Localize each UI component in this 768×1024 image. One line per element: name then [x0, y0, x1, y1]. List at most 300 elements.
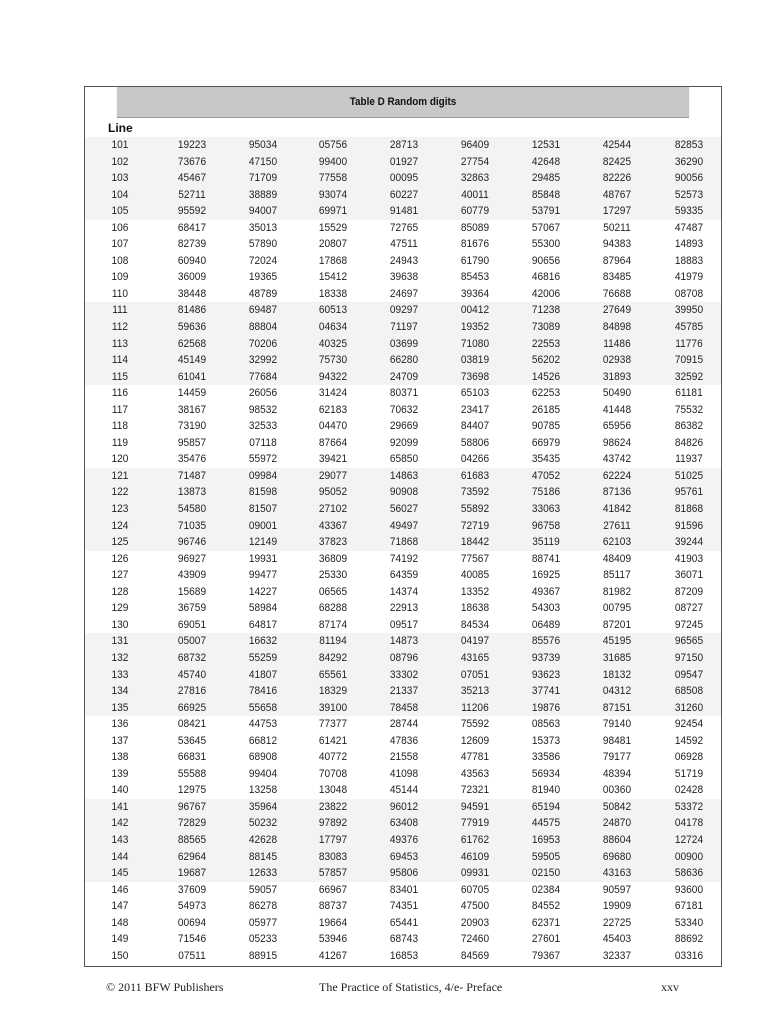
- digit-group: 81486: [177, 304, 207, 317]
- line-number: 145: [111, 867, 129, 880]
- line-number: 118: [111, 420, 129, 433]
- digit-group: 84898: [602, 321, 632, 334]
- digit-group: 04266: [460, 453, 490, 466]
- digit-group: 19909: [602, 900, 632, 913]
- digit-group: 45785: [674, 321, 704, 334]
- digit-group: 75592: [460, 718, 490, 731]
- digit-group: 13873: [177, 486, 207, 499]
- digit-group: 05007: [177, 635, 207, 648]
- digit-group: 39364: [460, 287, 490, 300]
- digit-group: 62964: [177, 850, 207, 863]
- line-number: 131: [111, 635, 129, 648]
- digit-group: 71546: [177, 933, 207, 946]
- digit-group: 66967: [318, 883, 348, 896]
- digit-group: 60940: [177, 254, 207, 267]
- table-row: [85, 534, 721, 551]
- line-number: 126: [111, 552, 129, 565]
- digit-group: 81940: [531, 784, 561, 797]
- line-number: 104: [111, 188, 129, 201]
- digit-group: 86382: [674, 420, 704, 433]
- digit-group: 45149: [177, 354, 207, 367]
- digit-group: 74351: [389, 900, 419, 913]
- line-number: 146: [111, 883, 129, 896]
- digit-group: 35213: [460, 685, 490, 698]
- digit-group: 84826: [674, 436, 704, 449]
- table-row: [85, 187, 721, 204]
- digit-group: 68743: [389, 933, 419, 946]
- digit-group: 62224: [602, 469, 632, 482]
- digit-group: 50842: [602, 800, 632, 813]
- digit-group: 55300: [531, 238, 561, 251]
- digit-group: 42544: [602, 139, 632, 151]
- digit-group: 41842: [602, 503, 632, 516]
- digit-group: 61762: [460, 833, 490, 846]
- digit-group: 40011: [461, 188, 489, 201]
- digit-group: 61790: [460, 254, 490, 267]
- digit-group: 14227: [248, 585, 278, 598]
- table-row: [85, 832, 721, 849]
- digit-group: 31685: [602, 651, 632, 664]
- random-digits-table: [84, 86, 722, 967]
- line-number: 109: [111, 271, 129, 284]
- table-row: [85, 203, 721, 220]
- digit-group: 85453: [460, 271, 490, 284]
- digit-group: 08421: [177, 718, 207, 731]
- digit-group: 93600: [674, 883, 704, 896]
- digit-group: 62183: [318, 403, 348, 416]
- digit-group: 98624: [602, 436, 632, 449]
- digit-group: 07118: [249, 436, 277, 449]
- digit-group: 00900: [674, 850, 704, 863]
- digit-group: 72765: [389, 221, 419, 234]
- digit-group: 55892: [460, 503, 490, 516]
- digit-group: 58636: [674, 867, 704, 880]
- digit-group: 87151: [602, 701, 632, 714]
- digit-group: 42006: [531, 287, 561, 300]
- digit-group: 13352: [460, 585, 490, 598]
- digit-group: 14526: [531, 370, 561, 383]
- digit-group: 95052: [318, 486, 348, 499]
- digit-group: 42628: [248, 833, 278, 846]
- digit-group: 70708: [318, 767, 348, 780]
- digit-group: 65956: [602, 420, 632, 433]
- digit-group: 08708: [674, 287, 704, 300]
- digit-group: 00412: [460, 304, 490, 317]
- digit-group: 79367: [531, 949, 561, 962]
- table-row: [85, 667, 721, 684]
- digit-group: 11486: [603, 337, 631, 350]
- digit-group: 53946: [318, 933, 348, 946]
- digit-group: 83083: [318, 850, 348, 863]
- digit-group: 71487: [177, 469, 207, 482]
- digit-group: 70632: [389, 403, 419, 416]
- digit-group: 72719: [460, 519, 490, 532]
- digit-group: 27102: [318, 503, 348, 516]
- digit-group: 24709: [389, 370, 419, 383]
- digit-group: 11776: [675, 337, 703, 350]
- digit-group: 43165: [460, 651, 490, 664]
- digit-group: 48767: [602, 188, 632, 201]
- digit-group: 77558: [318, 172, 348, 185]
- line-number: 128: [111, 585, 129, 598]
- line-number: 106: [111, 221, 129, 234]
- line-number: 101: [111, 139, 129, 151]
- digit-group: 27754: [460, 155, 490, 168]
- line-number: 143: [111, 833, 129, 846]
- digit-group: 26185: [531, 403, 561, 416]
- digit-group: 71868: [389, 536, 419, 549]
- digit-group: 60227: [389, 188, 419, 201]
- digit-group: 61421: [318, 734, 348, 747]
- table-row: [85, 733, 721, 750]
- digit-group: 82739: [177, 238, 207, 251]
- digit-group: 88737: [318, 900, 348, 913]
- digit-group: 96565: [674, 635, 704, 648]
- digit-group: 43909: [177, 569, 207, 582]
- digit-group: 39950: [674, 304, 704, 317]
- table-row: [85, 402, 721, 419]
- digit-group: 51719: [674, 767, 704, 780]
- digit-group: 31260: [674, 701, 704, 714]
- digit-group: 95761: [674, 486, 704, 499]
- digit-group: 50490: [602, 387, 632, 400]
- table-row: [85, 948, 721, 965]
- digit-group: 68908: [248, 751, 278, 764]
- line-number: 148: [111, 916, 129, 929]
- digit-group: 02384: [531, 883, 561, 896]
- table-row: [85, 369, 721, 386]
- digit-group: 63408: [389, 817, 419, 830]
- table-row: [85, 600, 721, 617]
- digit-group: 87664: [318, 436, 348, 449]
- table-row: [85, 236, 721, 253]
- digit-group: 75186: [531, 486, 561, 499]
- digit-group: 41267: [318, 949, 348, 962]
- digit-group: 75730: [318, 354, 348, 367]
- digit-group: 59057: [248, 883, 278, 896]
- digit-group: 08796: [389, 651, 419, 664]
- line-number: 102: [111, 155, 129, 168]
- table-row: [85, 584, 721, 601]
- line-number: 124: [111, 519, 129, 532]
- digit-group: 88741: [531, 552, 561, 565]
- digit-group: 38448: [177, 287, 207, 300]
- digit-group: 18883: [674, 254, 704, 267]
- digit-group: 54973: [177, 900, 207, 913]
- digit-group: 90597: [602, 883, 632, 896]
- line-number: 132: [111, 651, 129, 664]
- digit-group: 28713: [389, 139, 419, 151]
- digit-group: 12149: [248, 536, 278, 549]
- digit-group: 73698: [460, 370, 490, 383]
- table-title: Table D Random digits: [117, 87, 689, 118]
- digit-group: 12531: [531, 139, 561, 151]
- digit-group: 90785: [531, 420, 561, 433]
- digit-group: 80371: [389, 387, 419, 400]
- digit-group: 24943: [389, 254, 419, 267]
- digit-group: 85848: [531, 188, 561, 201]
- digit-group: 57067: [531, 221, 561, 234]
- digit-group: 17797: [318, 833, 348, 846]
- line-number: 113: [111, 337, 129, 350]
- line-number: 112: [111, 321, 129, 334]
- digit-group: 47052: [531, 469, 561, 482]
- footer-book-title: The Practice of Statistics, 4/e- Preface: [319, 980, 503, 994]
- digit-group: 58984: [248, 602, 278, 615]
- digit-group: 45195: [602, 635, 632, 648]
- digit-group: 11206: [461, 701, 489, 714]
- digit-group: 16853: [389, 949, 419, 962]
- digit-group: 41903: [674, 552, 704, 565]
- digit-group: 98532: [248, 403, 278, 416]
- digit-group: 19223: [177, 139, 207, 151]
- table-row: [85, 286, 721, 303]
- digit-group: 68288: [318, 602, 348, 615]
- digit-group: 88565: [177, 833, 207, 846]
- digit-group: 62568: [177, 337, 207, 350]
- table-row: [85, 749, 721, 766]
- table-row: [85, 451, 721, 468]
- digit-group: 13258: [248, 784, 278, 797]
- digit-group: 13048: [318, 784, 348, 797]
- line-number: 117: [111, 403, 129, 416]
- digit-group: 15689: [177, 585, 207, 598]
- digit-group: 73190: [177, 420, 207, 433]
- digit-group: 36759: [177, 602, 207, 615]
- digit-group: 05756: [318, 139, 348, 151]
- line-number: 129: [111, 602, 129, 615]
- digit-group: 60513: [318, 304, 348, 317]
- digit-group: 68508: [674, 685, 704, 698]
- digit-group: 43163: [602, 867, 632, 880]
- digit-group: 18132: [602, 668, 632, 681]
- digit-group: 84552: [531, 900, 561, 913]
- digit-group: 87201: [602, 618, 632, 631]
- digit-group: 29669: [389, 420, 419, 433]
- digit-group: 41448: [602, 403, 632, 416]
- digit-group: 77377: [318, 718, 348, 731]
- digit-group: 84407: [460, 420, 490, 433]
- digit-group: 82226: [602, 172, 632, 185]
- digit-group: 38889: [248, 188, 278, 201]
- digit-group: 98481: [602, 734, 632, 747]
- line-number: 119: [111, 436, 129, 449]
- digit-group: 94322: [318, 370, 348, 383]
- table-row: [85, 882, 721, 899]
- digit-group: 55588: [177, 767, 207, 780]
- digit-group: 23417: [460, 403, 490, 416]
- digit-group: 09984: [248, 469, 278, 482]
- digit-group: 14863: [389, 469, 419, 482]
- table-row: [85, 898, 721, 915]
- digit-group: 67181: [674, 900, 704, 913]
- digit-group: 00694: [177, 916, 207, 929]
- digit-group: 21337: [389, 685, 419, 698]
- digit-group: 47836: [389, 734, 419, 747]
- digit-group: 79140: [602, 718, 632, 731]
- digit-group: 95806: [389, 867, 419, 880]
- digit-group: 39421: [318, 453, 348, 466]
- digit-group: 04312: [602, 685, 632, 698]
- digit-group: 17868: [318, 254, 348, 267]
- table-row: [85, 633, 721, 650]
- line-number: 130: [111, 618, 129, 631]
- digit-group: 32533: [248, 420, 278, 433]
- digit-group: 45403: [602, 933, 632, 946]
- digit-group: 77567: [460, 552, 490, 565]
- digit-group: 37823: [318, 536, 348, 549]
- digit-group: 09547: [674, 668, 704, 681]
- table-row: [85, 700, 721, 717]
- digit-group: 68417: [177, 221, 207, 234]
- digit-group: 15529: [318, 221, 348, 234]
- table-body: [85, 137, 721, 964]
- line-number: 133: [111, 668, 129, 681]
- line-number: 140: [111, 784, 129, 797]
- digit-group: 03819: [460, 354, 490, 367]
- digit-group: 81507: [248, 503, 278, 516]
- table-row: [85, 385, 721, 402]
- digit-group: 53340: [674, 916, 704, 929]
- digit-group: 09517: [389, 618, 419, 631]
- digit-group: 33302: [389, 668, 419, 681]
- table-row: [85, 815, 721, 832]
- digit-group: 56202: [531, 354, 561, 367]
- digit-group: 50232: [248, 817, 278, 830]
- line-number: 103: [111, 172, 129, 185]
- digit-group: 71709: [248, 172, 278, 185]
- digit-group: 40772: [318, 751, 348, 764]
- digit-group: 59505: [531, 850, 561, 863]
- digit-group: 78458: [389, 701, 419, 714]
- digit-group: 31893: [602, 370, 632, 383]
- digit-group: 59335: [674, 205, 704, 218]
- digit-group: 32592: [674, 370, 704, 383]
- digit-group: 38167: [177, 403, 207, 416]
- table-row: [85, 683, 721, 700]
- digit-group: 50211: [603, 221, 631, 234]
- digit-group: 96927: [177, 552, 207, 565]
- digit-group: 71238: [531, 304, 561, 317]
- digit-group: 81868: [674, 503, 704, 516]
- digit-group: 45740: [177, 668, 207, 681]
- line-number: 139: [111, 767, 129, 780]
- digit-group: 14459: [177, 387, 207, 400]
- digit-group: 25330: [318, 569, 348, 582]
- digit-group: 73592: [460, 486, 490, 499]
- digit-group: 32863: [460, 172, 490, 185]
- table-row: [85, 849, 721, 866]
- line-number: 125: [111, 536, 129, 549]
- digit-group: 14374: [389, 585, 419, 598]
- digit-group: 14873: [389, 635, 419, 648]
- digit-group: 29077: [318, 469, 348, 482]
- digit-group: 72829: [177, 817, 207, 830]
- digit-group: 84569: [460, 949, 490, 962]
- digit-group: 03316: [674, 949, 704, 962]
- line-number: 142: [111, 817, 129, 830]
- digit-group: 54303: [531, 602, 561, 615]
- digit-group: 65561: [318, 668, 348, 681]
- digit-group: 36071: [674, 569, 704, 582]
- digit-group: 12633: [248, 867, 278, 880]
- digit-group: 15412: [318, 271, 348, 284]
- digit-group: 88145: [248, 850, 278, 863]
- digit-group: 86278: [248, 900, 278, 913]
- digit-group: 99477: [248, 569, 278, 582]
- digit-group: 17297: [602, 205, 632, 218]
- digit-group: 90908: [389, 486, 419, 499]
- digit-group: 97245: [674, 618, 704, 631]
- digit-group: 65850: [389, 453, 419, 466]
- digit-group: 83485: [602, 271, 632, 284]
- digit-group: 93623: [531, 668, 561, 681]
- digit-group: 47781: [460, 751, 490, 764]
- digit-group: 22725: [602, 916, 632, 929]
- digit-group: 39638: [389, 271, 419, 284]
- digit-group: 46816: [531, 271, 561, 284]
- digit-group: 00095: [389, 172, 419, 185]
- digit-group: 81194: [319, 635, 347, 648]
- digit-group: 94383: [602, 238, 632, 251]
- digit-group: 35119: [532, 536, 560, 549]
- digit-group: 78416: [248, 685, 278, 698]
- digit-group: 95857: [177, 436, 207, 449]
- digit-group: 06489: [531, 618, 561, 631]
- digit-group: 94591: [460, 800, 490, 813]
- digit-group: 53645: [177, 734, 207, 747]
- digit-group: 36009: [177, 271, 207, 284]
- table-row: [85, 567, 721, 584]
- digit-group: 72321: [460, 784, 490, 797]
- digit-group: 20807: [318, 238, 348, 251]
- digit-group: 96409: [460, 139, 490, 151]
- table-row: [85, 766, 721, 783]
- digit-group: 91596: [674, 519, 704, 532]
- digit-group: 26056: [248, 387, 278, 400]
- digit-group: 19931: [248, 552, 278, 565]
- digit-group: 65441: [389, 916, 419, 929]
- digit-group: 62103: [602, 536, 632, 549]
- digit-group: 49376: [389, 833, 419, 846]
- digit-group: 20903: [460, 916, 490, 929]
- digit-group: 14592: [674, 734, 704, 747]
- digit-group: 08563: [531, 718, 561, 731]
- digit-group: 88915: [248, 949, 278, 962]
- digit-group: 53791: [531, 205, 561, 218]
- digit-group: 21558: [389, 751, 419, 764]
- digit-group: 09001: [248, 519, 278, 532]
- digit-group: 24870: [602, 817, 632, 830]
- digit-group: 41098: [389, 767, 419, 780]
- digit-group: 95034: [248, 139, 278, 151]
- digit-group: 12975: [177, 784, 207, 797]
- table-row: [85, 915, 721, 932]
- digit-group: 72460: [460, 933, 490, 946]
- digit-group: 48789: [248, 287, 278, 300]
- digit-group: 05233: [248, 933, 278, 946]
- digit-group: 22553: [531, 337, 561, 350]
- digit-group: 43742: [602, 453, 632, 466]
- digit-group: 97150: [674, 651, 704, 664]
- digit-group: 00360: [602, 784, 632, 797]
- digit-group: 35435: [531, 453, 561, 466]
- table-row: [85, 518, 721, 535]
- digit-group: 05977: [248, 916, 278, 929]
- digit-group: 55259: [248, 651, 278, 664]
- digit-group: 45467: [177, 172, 207, 185]
- digit-group: 77684: [248, 370, 278, 383]
